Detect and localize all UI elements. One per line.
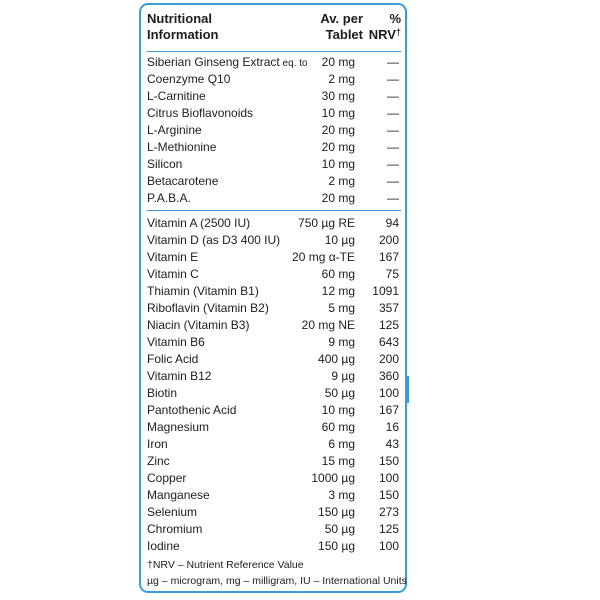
table-row [147,54,401,71]
footnote-units: µg – microgram, mg – milligram, IU – International Units [147,575,407,587]
header-nrv [363,11,401,43]
amount-per-tablet: 750 µg RE [298,216,355,230]
nutrient-name [147,538,180,555]
amount-per-tablet: 9 µg [331,369,355,383]
nutrient-name [147,436,168,453]
nutrient-name [147,71,230,89]
nrv-percent: 150 [378,454,399,468]
table-header [147,11,401,49]
nutrient-label: Silicon [147,157,183,171]
nrv-percent: 1091 [372,284,399,298]
amount-per-tablet: 3 mg [328,488,355,502]
nutrient-name [147,453,170,470]
header-av-per-tablet [297,11,363,43]
nutrient-name [147,368,211,385]
nrv-percent: 643 [378,335,399,349]
amount-per-tablet: 10 µg [324,233,355,247]
table-row [147,368,401,385]
nutrient-label: Siberian Ginseng Extract [147,55,280,69]
nutrient-name [147,334,205,351]
nutrient-label: Betacarotene [147,174,219,188]
header-amount-line1: Av. per [320,11,363,26]
nutrient-qualifier: eq. to [279,58,308,69]
table-row [147,122,401,139]
table-row [147,88,401,105]
nrv-percent: 167 [378,250,399,264]
nutrient-label: Zinc [147,454,170,468]
amount-per-tablet: 9 mg [328,335,355,349]
nrv-percent: 125 [378,318,399,332]
nutrient-label: Riboflavin (Vitamin B2) [147,301,269,315]
table-row [147,105,401,122]
nrv-percent: — [387,106,399,120]
nutrient-label: Magnesium [147,420,210,434]
table-row [147,266,401,283]
nutrient-label: L-Carnitine [147,89,206,103]
table-row [147,419,401,436]
section-vitamins-minerals [147,215,401,555]
nrv-percent: 100 [378,386,399,400]
nrv-percent: 167 [378,403,399,417]
nutrient-name [147,504,197,521]
amount-per-tablet: 400 µg [318,352,355,366]
nutrient-name [147,249,198,266]
nutrient-label: Thiamin (Vitamin B1) [147,284,259,298]
nutrient-name [147,317,249,334]
amount-per-tablet: 60 mg [321,267,355,281]
nrv-percent: — [387,55,399,69]
table-row [147,249,401,266]
nrv-percent: 16 [385,420,399,434]
nrv-percent: 94 [385,216,399,230]
nutrient-label: Chromium [147,522,203,536]
nutrient-label: Vitamin D (as D3 400 IU) [147,233,281,247]
amount-per-tablet: 1000 µg [311,471,355,485]
nutrient-label: Manganese [147,488,210,502]
header-amount-line2: Tablet [325,27,363,42]
table-row [147,334,401,351]
nutrient-name [147,88,206,106]
header-nutritional-information [147,11,297,43]
nrv-percent: 360 [378,369,399,383]
nutrient-name [147,419,209,436]
table-row [147,351,401,368]
header-nrv-line2 [363,27,401,43]
nutrient-label: Iron [147,437,168,451]
amount-per-tablet: 10 mg [321,157,355,171]
side-accent-tab [406,376,409,403]
table-row [147,71,401,88]
table-row [147,538,401,555]
nutrient-name [147,402,236,419]
footnote-nrv: †NRV – Nutrient Reference Value [147,559,304,571]
nutrient-name [147,470,186,487]
table-row [147,402,401,419]
amount-per-tablet: 6 mg [328,437,355,451]
nutrient-name [147,173,218,191]
table-row [147,470,401,487]
table-row [147,283,401,300]
nrv-percent: — [387,157,399,171]
amount-per-tablet: 20 mg [321,140,355,154]
header-name-line2: Information [147,27,219,42]
table-row [147,436,401,453]
nrv-percent: — [387,89,399,103]
table-row [147,504,401,521]
table-row [147,453,401,470]
nrv-percent: 150 [378,488,399,502]
amount-per-tablet: 30 mg [321,89,355,103]
nutrient-name [147,190,191,208]
amount-per-tablet: 15 mg [321,454,355,468]
amount-per-tablet: 10 mg [321,403,355,417]
table-row [147,232,401,249]
nutrient-name [147,54,308,72]
nutrient-name [147,122,202,140]
amount-per-tablet: 10 mg [321,106,355,120]
amount-per-tablet: 150 µg [318,505,355,519]
dagger-mark: † [395,27,401,37]
nutrient-name [147,487,210,504]
amount-per-tablet: 60 mg [321,420,355,434]
nutrient-name [147,156,182,174]
header-name-line1: Nutritional [147,11,212,26]
amount-per-tablet: 20 mg NE [301,318,355,332]
nutrient-label: L-Methionine [147,140,217,154]
table-row [147,215,401,232]
nutrient-label: Pantothenic Acid [147,403,237,417]
table-row [147,487,401,504]
table-row [147,190,401,207]
amount-per-tablet: 2 mg [328,174,355,188]
nutrient-name [147,351,198,368]
nutrient-name [147,385,177,402]
nrv-percent: — [387,123,399,137]
nutrient-label: Vitamin B12 [147,369,212,383]
nrv-percent: 100 [378,539,399,553]
nrv-percent: 200 [378,352,399,366]
amount-per-tablet: 20 mg [321,123,355,137]
nutrient-label: P.A.B.A. [147,191,191,205]
amount-per-tablet: 50 µg [324,522,355,536]
nutrient-label: Coenzyme Q10 [147,72,231,86]
nutrient-label: Vitamin E [147,250,199,264]
amount-per-tablet: 50 µg [324,386,355,400]
amount-per-tablet: 20 mg α-TE [292,250,355,264]
section-divider [147,210,401,211]
amount-per-tablet: 5 mg [328,301,355,315]
section-supplements [147,54,401,207]
table-row [147,156,401,173]
nrv-percent: 273 [378,505,399,519]
nutrient-name [147,521,202,538]
nutrient-name [147,300,269,317]
nrv-percent: 200 [378,233,399,247]
nutrition-panel [139,3,407,593]
table-row [147,139,401,156]
nrv-percent: 43 [385,437,399,451]
nrv-percent: — [387,191,399,205]
nutrient-label: L-Arginine [147,123,202,137]
nrv-percent: 75 [385,267,399,281]
amount-per-tablet: 20 mg [321,55,355,69]
nrv-percent: 100 [378,471,399,485]
nrv-percent: 125 [378,522,399,536]
nrv-percent: — [387,72,399,86]
table-row [147,173,401,190]
nutrient-label: Iodine [147,539,180,553]
amount-per-tablet: 20 mg [321,191,355,205]
nrv-percent: — [387,174,399,188]
amount-per-tablet: 2 mg [328,72,355,86]
header-nrv-label: NRV [368,27,396,42]
nutrient-label: Niacin (Vitamin B3) [147,318,250,332]
table-row [147,521,401,538]
nutrient-name [147,139,216,157]
nutrient-name [147,105,253,123]
header-divider [147,51,401,52]
footnotes [147,557,405,589]
nutrient-label: Citrus Bioflavonoids [147,106,254,120]
table-row [147,385,401,402]
nutrient-name [147,283,259,300]
nutrient-name [147,266,199,283]
table-row [147,317,401,334]
nutrient-label: Vitamin B6 [147,335,205,349]
nutrient-label: Vitamin C [147,267,199,281]
amount-per-tablet: 150 µg [318,539,355,553]
nutrient-label: Selenium [147,505,198,519]
table-row [147,300,401,317]
amount-per-tablet: 12 mg [321,284,355,298]
nrv-percent: 357 [378,301,399,315]
nutrient-label: Biotin [147,386,178,400]
nutrient-name [147,232,280,249]
nutrient-label: Vitamin A (2500 IU) [147,216,251,230]
nutrient-label: Folic Acid [147,352,199,366]
nutrient-name [147,215,250,232]
header-nrv-line1: % [389,11,401,26]
nrv-percent: — [387,140,399,154]
nutrient-label: Copper [147,471,187,485]
